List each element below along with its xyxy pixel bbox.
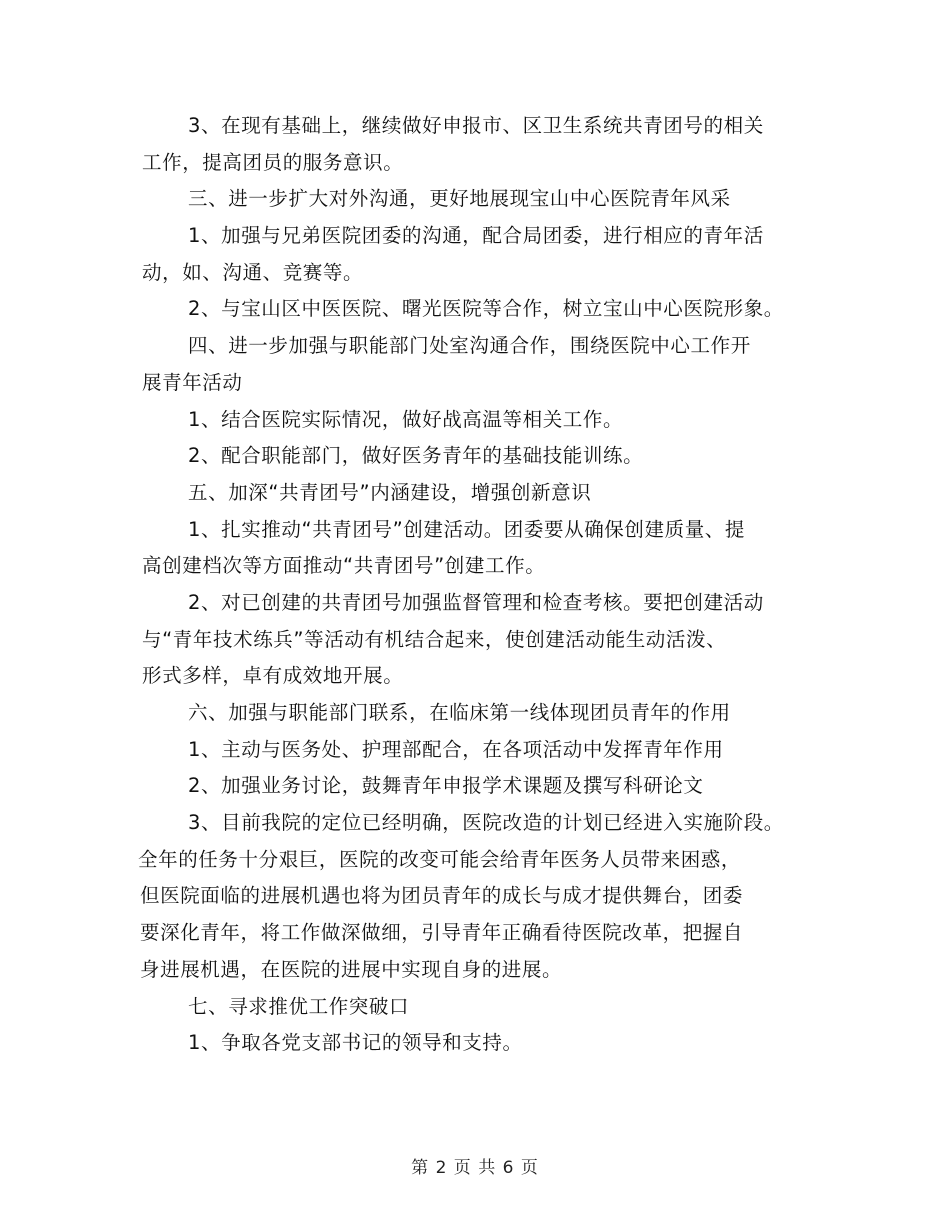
- text-line: 3、目前我院的定位已经明确，医院改造的计划已经进入实施阶段。: [188, 811, 784, 835]
- text-line: 五、加深“共青团号”内涵建设，增强创新意识: [188, 480, 592, 504]
- text-line: 3、在现有基础上，继续做好申报市、区卫生系统共青团号的相关: [188, 114, 764, 137]
- page-footer: 第 2 页 共 6 页: [411, 1158, 539, 1178]
- text-line: 2、配合职能部门，做好医务青年的基础技能训练。: [188, 444, 644, 468]
- text-line: 1、扎实推动“共青团号”创建活动。团委要从确保创建质量、提: [188, 517, 746, 541]
- text-line: 工作，提高团员的服务意识。: [142, 150, 404, 174]
- text-line: 要深化青年，将工作做深做细，引导青年正确看待医院改革，把握自: [140, 921, 744, 945]
- text-line: 七、寻求推优工作突破口: [188, 994, 410, 1018]
- text-line: 六、加强与职能部门联系，在临床第一线体现团员青年的作用: [188, 701, 731, 724]
- text-line: 全年的任务十分艰巨，医院的改变可能会给青年医务人员带来困惑，: [138, 847, 742, 871]
- text-line: 1、结合医院实际情况，做好战高温等相关工作。: [188, 407, 624, 431]
- text-line: 身进展机遇，在医院的进展中实现自身的进展。: [140, 957, 563, 981]
- text-line: 与“青年技术练兵”等活动有机结合起来，使创建活动能生动活泼、: [142, 627, 727, 651]
- text-line: 但医院面临的进展机遇也将为团员青年的成长与成才提供舞台，团委: [140, 884, 744, 908]
- text-line: 1、争取各党支部书记的领导和支持。: [188, 1031, 523, 1055]
- text-line: 2、与宝山区中医医院、曙光医院等合作，树立宝山中心医院形象。: [188, 297, 784, 321]
- text-line: 展青年活动: [142, 370, 243, 394]
- text-line: 三、进一步扩大对外沟通，更好地展现宝山中心医院青年风采: [188, 187, 731, 211]
- text-line: 2、对已创建的共青团号加强监督管理和检查考核。要把创建活动: [188, 590, 764, 614]
- text-line: 形式多样，卓有成效地开展。: [142, 664, 404, 688]
- text-line: 1、主动与医务处、护理部配合，在各项活动中发挥青年作用: [188, 737, 724, 761]
- document-body: [138, 108, 822, 1062]
- text-line: 1、加强与兄弟医院团委的沟通，配合局团委，进行相应的青年活: [188, 224, 764, 248]
- text-line: 高创建档次等方面推动“共青团号”创建工作。: [142, 554, 546, 578]
- text-line: 动，如、沟通、竞赛等。: [142, 260, 364, 284]
- text-line: 四、进一步加强与职能部门处室沟通合作，围绕医院中心工作开: [188, 334, 751, 358]
- text-line: 2、加强业务讨论，鼓舞青年申报学术课题及撰写科研论文: [188, 774, 704, 798]
